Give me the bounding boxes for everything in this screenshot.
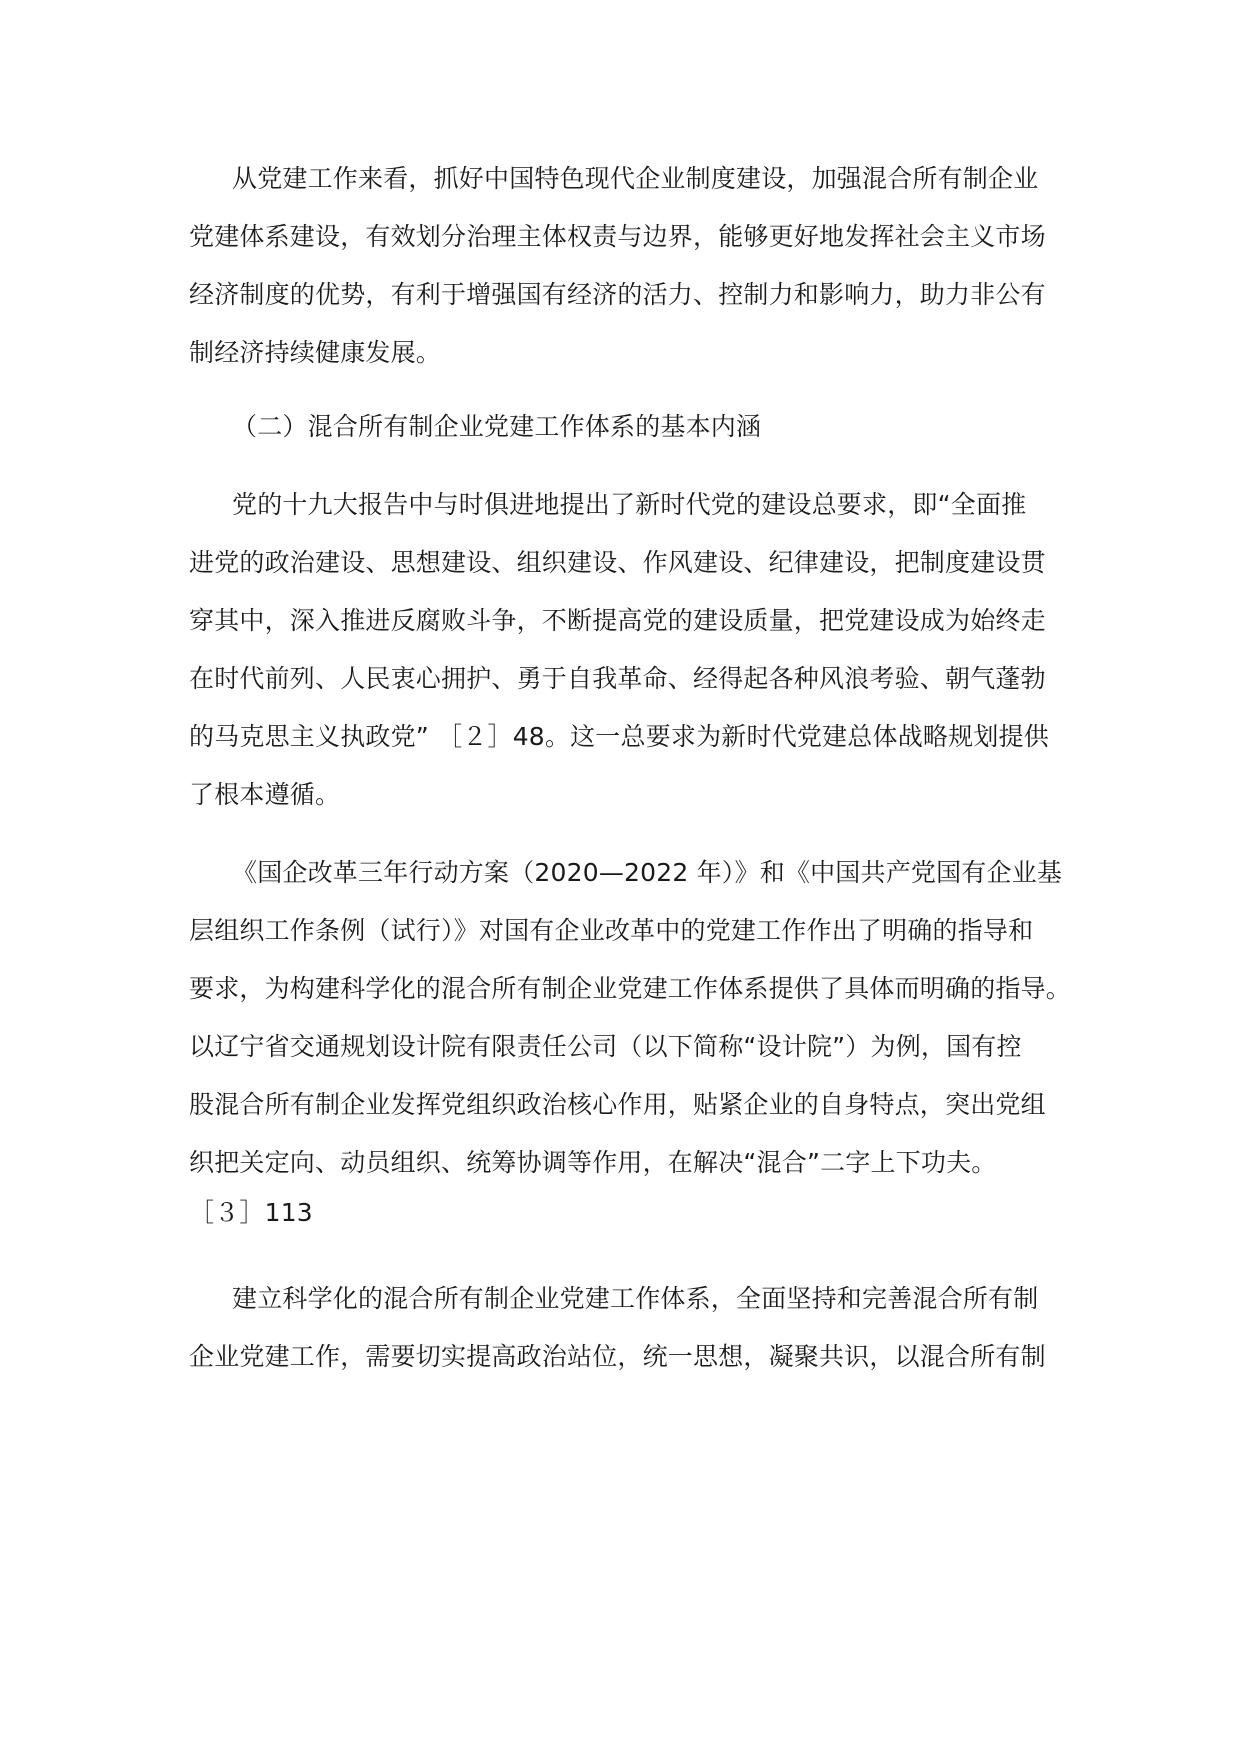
- paragraph-3-citation: ［３］113: [189, 1198, 313, 1227]
- paragraph-3-line-2: 层组织工作条例（试行）》对国有企业改革中的党建工作作出了明确的指导和: [189, 916, 1034, 945]
- paragraph-4-line-2: 企业党建工作，需要切实提高政治站位，统一思想，凝聚共识，以混合所有制: [189, 1342, 1046, 1371]
- paragraph-1-line-2: 党建体系建设，有效划分治理主体权责与边界，能够更好地发挥社会主义市场: [189, 222, 1046, 251]
- paragraph-1-line-1: 从党建工作来看，抓好中国特色现代企业制度建设，加强混合所有制企业: [232, 164, 1039, 193]
- paragraph-2-line-2: 进党的政治建设、思想建设、组织建设、作风建设、纪律建设，把制度建设贯: [189, 548, 1046, 577]
- paragraph-3-line-5: 股混合所有制企业发挥党组织政治核心作用，贴紧企业的自身特点，突出党组: [189, 1090, 1046, 1119]
- paragraph-3-line-1: 《国企改革三年行动方案（2020—2022 年）》和《中国共产党国有企业基: [232, 858, 1063, 887]
- paragraph-2-line-6: 了根本遵循。: [189, 780, 341, 809]
- paragraph-3-line-6: 织把关定向、动员组织、统筹协调等作用，在解决“混合”二字上下功夫。: [189, 1148, 997, 1177]
- section-heading: （二）混合所有制企业党建工作体系的基本内涵: [232, 412, 762, 441]
- paragraph-2-line-3: 穿其中，深入推进反腐败斗争，不断提高党的建设质量，把党建设成为始终走: [189, 606, 1046, 635]
- paragraph-3-line-4: 以辽宁省交通规划设计院有限责任公司（以下简称“设计院”）为例，国有控: [189, 1032, 1022, 1061]
- paragraph-4-line-1: 建立科学化的混合所有制企业党建工作体系，全面坚持和完善混合所有制: [232, 1284, 1039, 1313]
- paragraph-3-line-3: 要求，为构建科学化的混合所有制企业党建工作体系提供了具体而明确的指导。: [189, 974, 1072, 1003]
- paragraph-2-line-5: 的马克思主义执政党” ［２］48。这一总要求为新时代党建总体战略规划提供: [189, 722, 1049, 751]
- paragraph-1-line-3: 经济制度的优势，有利于增强国有经济的活力、控制力和影响力，助力非公有: [189, 280, 1046, 309]
- paragraph-2-line-1: 党的十九大报告中与时俱进地提出了新时代党的建设总要求，即“全面推: [232, 490, 1027, 519]
- paragraph-1-line-4: 制经济持续健康发展。: [189, 338, 442, 367]
- paragraph-2-line-4: 在时代前列、人民衷心拥护、勇于自我革命、经得起各种风浪考验、朝气蓬勃: [189, 664, 1046, 693]
